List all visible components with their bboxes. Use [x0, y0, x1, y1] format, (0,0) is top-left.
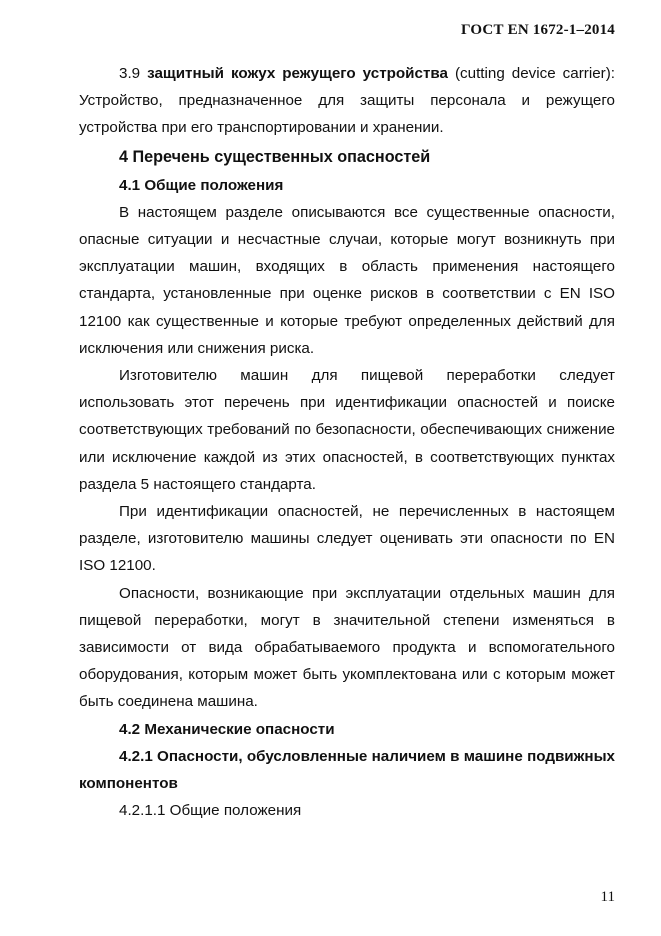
- section-4-2-heading: 4.2 Механические опасности: [119, 720, 335, 738]
- definition-3-9: [79, 60, 615, 142]
- section-4-heading: 4 Перечень существенных опасностей: [119, 147, 431, 166]
- definition-text: Устройство, предназначенное для защиты персонала и режущего устройства при его транспортировании и хранении.: [79, 92, 615, 137]
- page-number: 11: [600, 889, 615, 905]
- section-4-2-1-heading: 4.2.1 Опасности, обусловленные наличием в машине подвижных компонентов: [79, 747, 615, 793]
- definition-number: 3.9: [119, 65, 148, 82]
- section-4-2-1-1-heading: 4.2.1.1 Общие положения: [119, 802, 302, 820]
- paragraph: Изготовителю машин для пищевой переработки следует использовать этот перечень при идентификации опасностей и поиске соответствующих требований по безопасности, обеспечивающих снижение или исключение каждой из этих опасностей, в соответствующих пунктах раздела 5 настоящего стандарта.: [79, 367, 615, 493]
- paragraph: При идентификации опасностей, не перечисленных в настоящем разделе, изготовителю машины следует оценивать эти опасности по EN ISO 12100.: [79, 503, 615, 575]
- definition-term: защитный кожух режущего устройства: [147, 65, 448, 82]
- paragraph: В настоящем разделе описываются все существенные опасности, опасные ситуации и несчастные случаи, которые могут возникнуть при эксплуатации машин, входящих в область применения настоящего стандарта, установленные при оценке рисков в соответствии с EN ISO 12100 как существенные и которые требуют определенных действий для исключения или снижения риска.: [79, 203, 615, 357]
- definition-english-term: (cutting device carrier):: [448, 65, 615, 82]
- section-4-1-heading: 4.1 Общие положения: [119, 176, 284, 194]
- paragraph: Опасности, возникающие при эксплуатации отдельных машин для пищевой переработки, могут в значительной степени изменяться в зависимости от вида обрабатываемого продукта и вспомогательного оборудования, которым может быть укомплектована или с которым может быть соединена машина.: [79, 584, 615, 711]
- document-body: [79, 60, 615, 824]
- page-header: ГОСТ EN 1672-1–2014: [461, 22, 615, 38]
